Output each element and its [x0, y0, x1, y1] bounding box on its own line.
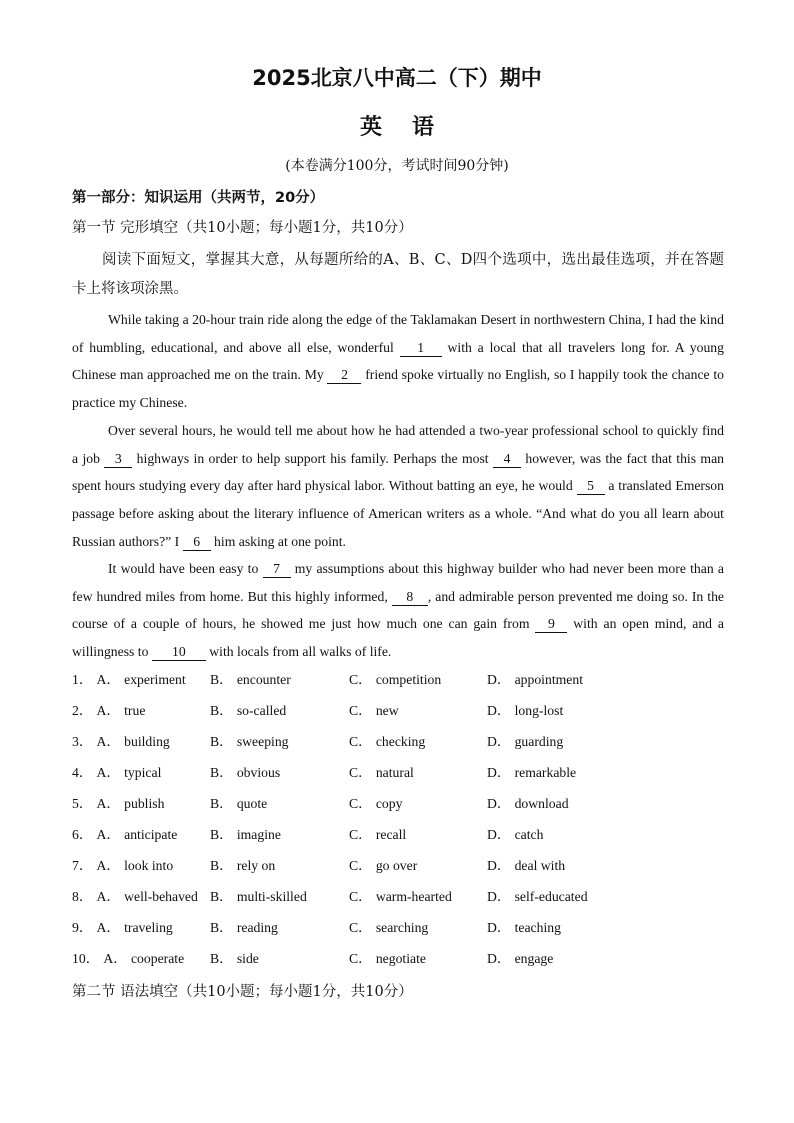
- blank-8: 8: [392, 589, 428, 606]
- option-a: publish: [124, 796, 165, 811]
- option-d: teaching: [514, 920, 561, 935]
- option-d: deal with: [514, 858, 566, 873]
- question-row: 3． A． building B． sweeping C． checking D． guarding: [72, 730, 732, 761]
- question-row: 4． A． typical B． obvious C． natural D． remarkable: [72, 761, 732, 792]
- question-number: 5．: [72, 796, 93, 811]
- option-a: experiment: [124, 672, 186, 687]
- option-d: long-lost: [514, 703, 564, 718]
- option-c: recall: [375, 827, 407, 842]
- option-b: side: [236, 951, 259, 966]
- option-b: imagine: [236, 827, 281, 842]
- exam-title: 2025北京八中高二（下）期中: [252, 66, 542, 90]
- question-row: 10． A． cooperate B． side C． negotiate D． engage: [72, 947, 732, 978]
- option-c: searching: [375, 920, 429, 935]
- question-number: 10．: [72, 951, 100, 966]
- option-b: multi-skilled: [236, 889, 307, 904]
- option-c: go over: [375, 858, 418, 873]
- option-d: guarding: [514, 734, 564, 749]
- subject-title: 英语: [359, 115, 464, 140]
- passage-paragraph-3: It would have been easy to 7 my assumptions about this highway builder who had never been more than a few hundred miles from home. But this highly informed, 8 , and admirable person prevented me doing so. In the course of a couple of hours, he showed me just how much one can gain from 9 with an open mind, and a willingness to 10 with locals from all walks of life.: [72, 561, 724, 660]
- question-number: 3．: [72, 734, 93, 749]
- part1-title: 第一部分：知识运用（共两节，20分）: [72, 190, 325, 206]
- section1-title: 第一节 完形填空（共10小题；每小题1分，共10分）: [72, 220, 413, 236]
- question-number: 8．: [72, 889, 93, 904]
- option-d: catch: [514, 827, 544, 842]
- blank-2: 2: [327, 367, 361, 384]
- option-a: traveling: [124, 920, 173, 935]
- option-c: new: [375, 703, 399, 718]
- blank-9: 9: [535, 616, 567, 633]
- blank-5: 5: [577, 478, 605, 495]
- option-b: quote: [236, 796, 268, 811]
- option-c: copy: [375, 796, 403, 811]
- question-row: 7． A． look into B． rely on C． go over D． deal with: [72, 854, 732, 885]
- section1-instructions: 阅读下面短文，掌握其大意，从每题所给的A、B、C、D四个选项中，选出最佳选项，并在答题卡上将该项涂黑。: [72, 252, 724, 297]
- option-d: remarkable: [514, 765, 577, 780]
- question-number: 2．: [72, 703, 93, 718]
- question-number: 9．: [72, 920, 93, 935]
- passage-paragraph-2: Over several hours, he would tell me about how he had attended a two-year professional school to quickly find a job 3 highways in order to help support his family. Perhaps the most 4 however, was the fact that this man spent hours studying every day after hard physical labor. Without batting an eye, he would 5 a translated Emerson passage before asking about the literary influence of American writers as a whole. “And what do you all learn about Russian authors?” I 6 him asking at one point.: [72, 423, 724, 549]
- blank-10: 10: [152, 644, 206, 661]
- question-row: 9． A． traveling B． reading C． searching D． teaching: [72, 916, 732, 947]
- exam-note: (本卷满分100分，考试时间90分钟): [285, 158, 509, 174]
- option-c: natural: [375, 765, 414, 780]
- option-b: obvious: [236, 765, 281, 780]
- option-b: sweeping: [236, 734, 289, 749]
- blank-6: 6: [183, 534, 211, 551]
- question-row: 6． A． anticipate B． imagine C． recall D． catch: [72, 823, 732, 854]
- option-a: true: [124, 703, 146, 718]
- section2-title: 第二节 语法填空（共10小题；每小题1分，共10分）: [72, 984, 413, 1000]
- option-b: reading: [236, 920, 278, 935]
- blank-1: 1: [400, 340, 442, 357]
- blank-4: 4: [493, 451, 521, 468]
- blank-7: 7: [263, 561, 291, 578]
- passage-paragraph-1: While taking a 20-hour train ride along the edge of the Taklamakan Desert in northwestern China, I had the kind of humbling, educational, and above all else, wonderful 1 with a local that all travelers long for. A young Chinese man approached me on the train. My 2 friend spoke virtually no English, so I happily took the chance to practice my Chinese.: [72, 312, 725, 411]
- option-c: competition: [375, 672, 442, 687]
- option-a: cooperate: [130, 951, 185, 966]
- option-c: negotiate: [375, 951, 426, 966]
- option-d: engage: [514, 951, 554, 966]
- option-a: building: [124, 734, 170, 749]
- question-row: 8． A． well-behaved B． multi-skilled C． warm-hearted D． self-educated: [72, 885, 732, 916]
- question-row: 1． A． experiment B． encounter C． competition D． appointment: [72, 668, 732, 699]
- blank-3: 3: [104, 451, 132, 468]
- option-b: so-called: [236, 703, 287, 718]
- option-b: rely on: [236, 858, 276, 873]
- question-number: 7．: [72, 858, 93, 873]
- option-b: encounter: [236, 672, 291, 687]
- question-number: 4．: [72, 765, 93, 780]
- question-number: 6．: [72, 827, 93, 842]
- options-list: [72, 668, 732, 978]
- question-row: 5． A． publish B． quote C． copy D． download: [72, 792, 732, 823]
- option-a: anticipate: [124, 827, 178, 842]
- option-a: well-behaved: [124, 889, 198, 904]
- question-row: 2． A． true B． so-called C． new D． long-lost: [72, 699, 732, 730]
- option-d: appointment: [514, 672, 584, 687]
- question-number: 1．: [72, 672, 93, 687]
- option-a: look into: [124, 858, 174, 873]
- option-d: self-educated: [514, 889, 588, 904]
- option-a: typical: [124, 765, 162, 780]
- option-d: download: [514, 796, 569, 811]
- option-c: warm-hearted: [375, 889, 452, 904]
- option-c: checking: [375, 734, 426, 749]
